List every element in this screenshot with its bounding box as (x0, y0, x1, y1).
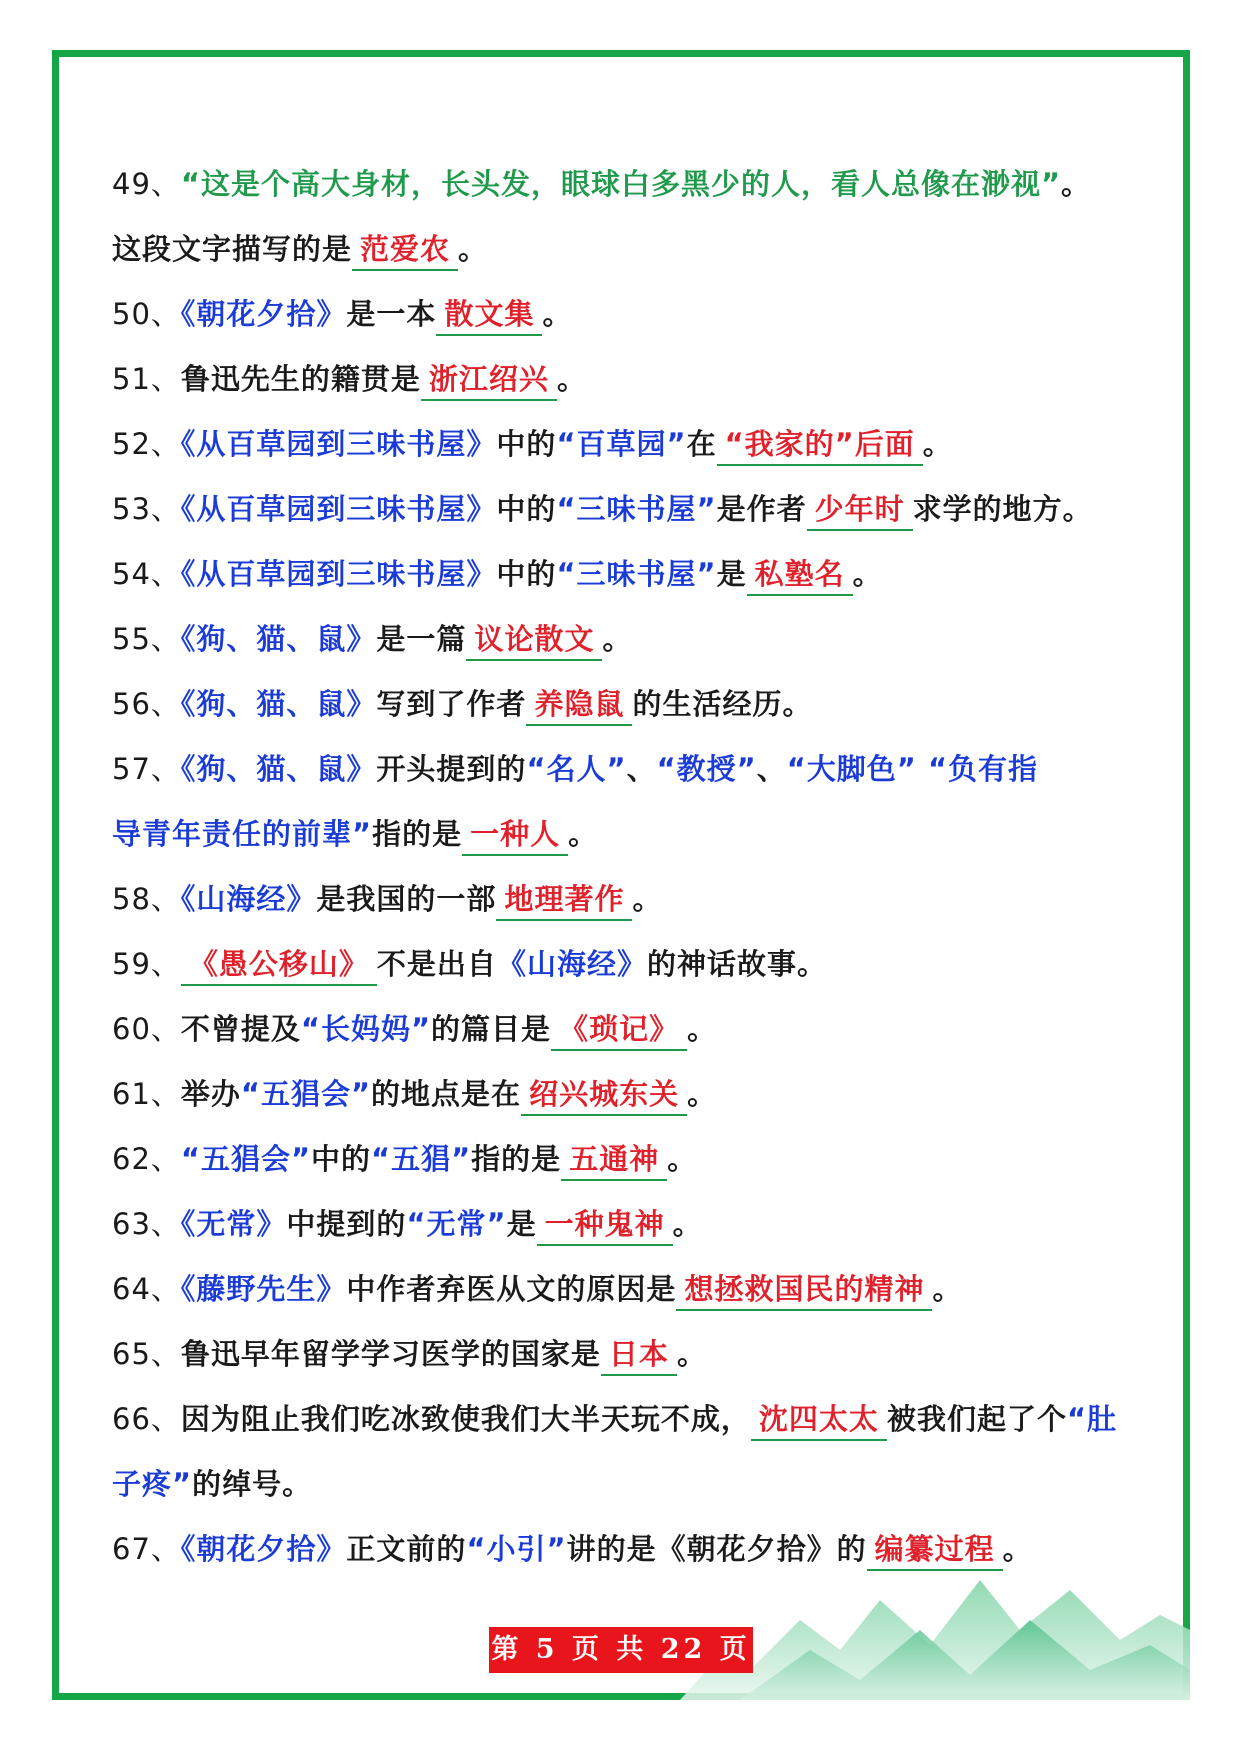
text-line (112, 1192, 1152, 1257)
text-line (112, 217, 1152, 282)
plain-text: 。 (458, 232, 489, 266)
highlight-text: “负有指 (927, 752, 1039, 786)
plain-text: 鲁迅早年留学学习医学的国家是 (180, 1337, 601, 1371)
plain-text: 中作者弃医从文的原因是 (346, 1272, 677, 1306)
plain-text: 。 (632, 882, 663, 916)
plain-text: 56、 (112, 687, 181, 721)
plain-text: 中的 (496, 427, 557, 461)
plain-text: 是作者 (716, 492, 807, 526)
plain-text: 。 (922, 427, 953, 461)
plain-text: 。 (556, 362, 587, 396)
answer-text: 议论散文 (466, 619, 602, 661)
plain-text: 这段文字描写的是 (112, 232, 353, 266)
highlight-text: “名人” (526, 752, 627, 786)
plain-text: 。 (932, 1272, 963, 1306)
plain-text: 指的是 (372, 817, 463, 851)
plain-text: 64、 (112, 1272, 181, 1306)
plain-text: 49、 (112, 167, 181, 201)
highlight-text: 《山海经》 (496, 947, 647, 981)
plain-text (917, 752, 928, 786)
text-line (112, 412, 1152, 477)
answer-text: 沈四太太 (751, 1399, 887, 1441)
plain-text: 指的是 (471, 1142, 562, 1176)
plain-text: 的篇目是 (431, 1012, 552, 1046)
highlight-text: “肚 (1066, 1402, 1118, 1436)
plain-text: 。 (687, 1077, 718, 1111)
highlight-text: 《朝花夕拾》 (180, 1532, 347, 1566)
highlight-text: “三味书屋” (556, 557, 717, 591)
highlight-text: 《从百草园到三味书屋》 (180, 427, 497, 461)
plain-text: 中的 (311, 1142, 372, 1176)
plain-text: 62、 (112, 1142, 181, 1176)
answer-text: 想拯救国民的精神 (676, 1269, 932, 1311)
plain-text: 中提到的 (286, 1207, 407, 1241)
answer-text: 少年时 (807, 489, 913, 531)
plain-text: 不曾提及 (180, 1012, 301, 1046)
text-line (112, 542, 1152, 607)
text-line (112, 1452, 1152, 1517)
highlight-text: 《狗、猫、鼠》 (180, 622, 377, 656)
plain-text: 59、 (112, 947, 181, 981)
plain-text: 65、 (112, 1337, 181, 1371)
answer-text: 范爱农 (352, 229, 458, 271)
answer-text: “我家的”后面 (717, 424, 923, 466)
plain-text: 的神话故事。 (646, 947, 827, 981)
plain-text: 63、 (112, 1207, 181, 1241)
highlight-text: “五猖会” (180, 1142, 312, 1176)
highlight-text: 《狗、猫、鼠》 (180, 687, 377, 721)
text-line (112, 1322, 1152, 1387)
plain-text: 61、 (112, 1077, 181, 1111)
highlight-text: 《从百草园到三味书屋》 (180, 557, 497, 591)
highlight-text: “教授” (656, 752, 757, 786)
text-line (112, 867, 1152, 932)
answer-text: 一种人 (462, 814, 568, 856)
plain-text: 55、 (112, 622, 181, 656)
plain-text: 。 (568, 817, 599, 851)
text-line (112, 152, 1152, 217)
plain-text: 57、 (112, 752, 181, 786)
plain-text: 51、 (112, 362, 181, 396)
plain-text: 举办 (180, 1077, 241, 1111)
plain-text: 讲的是《朝花夕拾》的 (566, 1532, 867, 1566)
answer-text: 五通神 (561, 1139, 667, 1181)
answer-text: 《琐记》 (551, 1009, 687, 1051)
text-line (112, 1387, 1152, 1452)
text-line (112, 477, 1152, 542)
plain-text: 、 (756, 752, 787, 786)
answer-text: 《愚公移山》 (181, 944, 377, 986)
plain-text: 53、 (112, 492, 181, 526)
answer-text: 一种鬼神 (537, 1204, 673, 1246)
highlight-text: 《藤野先生》 (180, 1272, 347, 1306)
plain-text: 开头提到的 (376, 752, 527, 786)
plain-text: 。 (672, 1207, 703, 1241)
plain-text: 被我们起了个 (886, 1402, 1067, 1436)
plain-text: 是一本 (346, 297, 437, 331)
plain-text: 。 (602, 622, 633, 656)
plain-text: 。 (667, 1142, 698, 1176)
question-list (112, 152, 1152, 1582)
plain-text: 是 (506, 1207, 537, 1241)
plain-text: 中的 (496, 492, 557, 526)
plain-text: 是一篇 (376, 622, 467, 656)
highlight-text: 《朝花夕拾》 (180, 297, 347, 331)
plain-text: 54、 (112, 557, 181, 591)
plain-text: 。 (852, 557, 883, 591)
plain-text: 不是出自 (376, 947, 497, 981)
text-line (112, 932, 1152, 997)
text-line (112, 997, 1152, 1062)
answer-text: 地理著作 (496, 879, 632, 921)
plain-text: 是我国的一部 (316, 882, 497, 916)
plain-text: 的绰号。 (192, 1467, 313, 1501)
plain-text: 正文前的 (346, 1532, 467, 1566)
plain-text: 在 (686, 427, 717, 461)
text-line (112, 1127, 1152, 1192)
highlight-text: 《无常》 (180, 1207, 287, 1241)
answer-text: 编纂过程 (867, 1529, 1003, 1571)
answer-text: 日本 (601, 1334, 677, 1376)
answer-text: 散文集 (436, 294, 542, 336)
answer-text: 养隐鼠 (526, 684, 632, 726)
text-line (112, 282, 1152, 347)
highlight-text: 《狗、猫、鼠》 (180, 752, 377, 786)
highlight-text: “三味书屋” (556, 492, 717, 526)
plain-text: 52、 (112, 427, 181, 461)
highlight-text: “无常” (406, 1207, 507, 1241)
plain-text: 的地点是在 (371, 1077, 522, 1111)
plain-text: 。 (1061, 167, 1092, 201)
plain-text: 60、 (112, 1012, 181, 1046)
text-line (112, 1062, 1152, 1127)
highlight-text: 导青年责任的前辈” (112, 817, 373, 851)
text-line (112, 737, 1152, 802)
text-line (112, 1257, 1152, 1322)
plain-text: 50、 (112, 297, 181, 331)
highlight-text: “大脚色” (786, 752, 917, 786)
answer-text: 绍兴城东关 (521, 1074, 687, 1116)
plain-text: 是 (716, 557, 747, 591)
page-number-label: 第 5 页 共 22 页 (489, 1627, 753, 1673)
plain-text: 中的 (496, 557, 557, 591)
plain-text: 求学的地方。 (912, 492, 1093, 526)
highlight-text: 《从百草园到三味书屋》 (180, 492, 497, 526)
plain-text: 的生活经历。 (632, 687, 813, 721)
mountain-decoration (680, 1560, 1190, 1700)
highlight-text: “这是个高大身材，长头发，眼球白多黑少的人，看人总像在渺视” (180, 167, 1062, 201)
highlight-text: “五猖” (371, 1142, 472, 1176)
highlight-text: “百草园” (556, 427, 687, 461)
highlight-text: 子疼” (112, 1467, 193, 1501)
plain-text: 。 (1002, 1532, 1033, 1566)
answer-text: 私塾名 (747, 554, 853, 596)
plain-text: 写到了作者 (376, 687, 527, 721)
plain-text: 因为阻止我们吃冰致使我们大半天玩不成， (180, 1402, 751, 1436)
plain-text: 。 (676, 1337, 707, 1371)
text-line (112, 802, 1152, 867)
plain-text: 。 (542, 297, 573, 331)
text-line (112, 607, 1152, 672)
highlight-text: 《山海经》 (180, 882, 317, 916)
text-line (112, 672, 1152, 737)
highlight-text: “长妈妈” (300, 1012, 432, 1046)
text-line (112, 347, 1152, 412)
highlight-text: “五猖会” (240, 1077, 372, 1111)
plain-text: 66、 (112, 1402, 181, 1436)
plain-text: 58、 (112, 882, 181, 916)
plain-text: 67、 (112, 1532, 181, 1566)
plain-text: 。 (687, 1012, 718, 1046)
plain-text: 鲁迅先生的籍贯是 (180, 362, 421, 396)
highlight-text: “小引” (466, 1532, 567, 1566)
answer-text: 浙江绍兴 (421, 359, 557, 401)
plain-text: 、 (626, 752, 657, 786)
